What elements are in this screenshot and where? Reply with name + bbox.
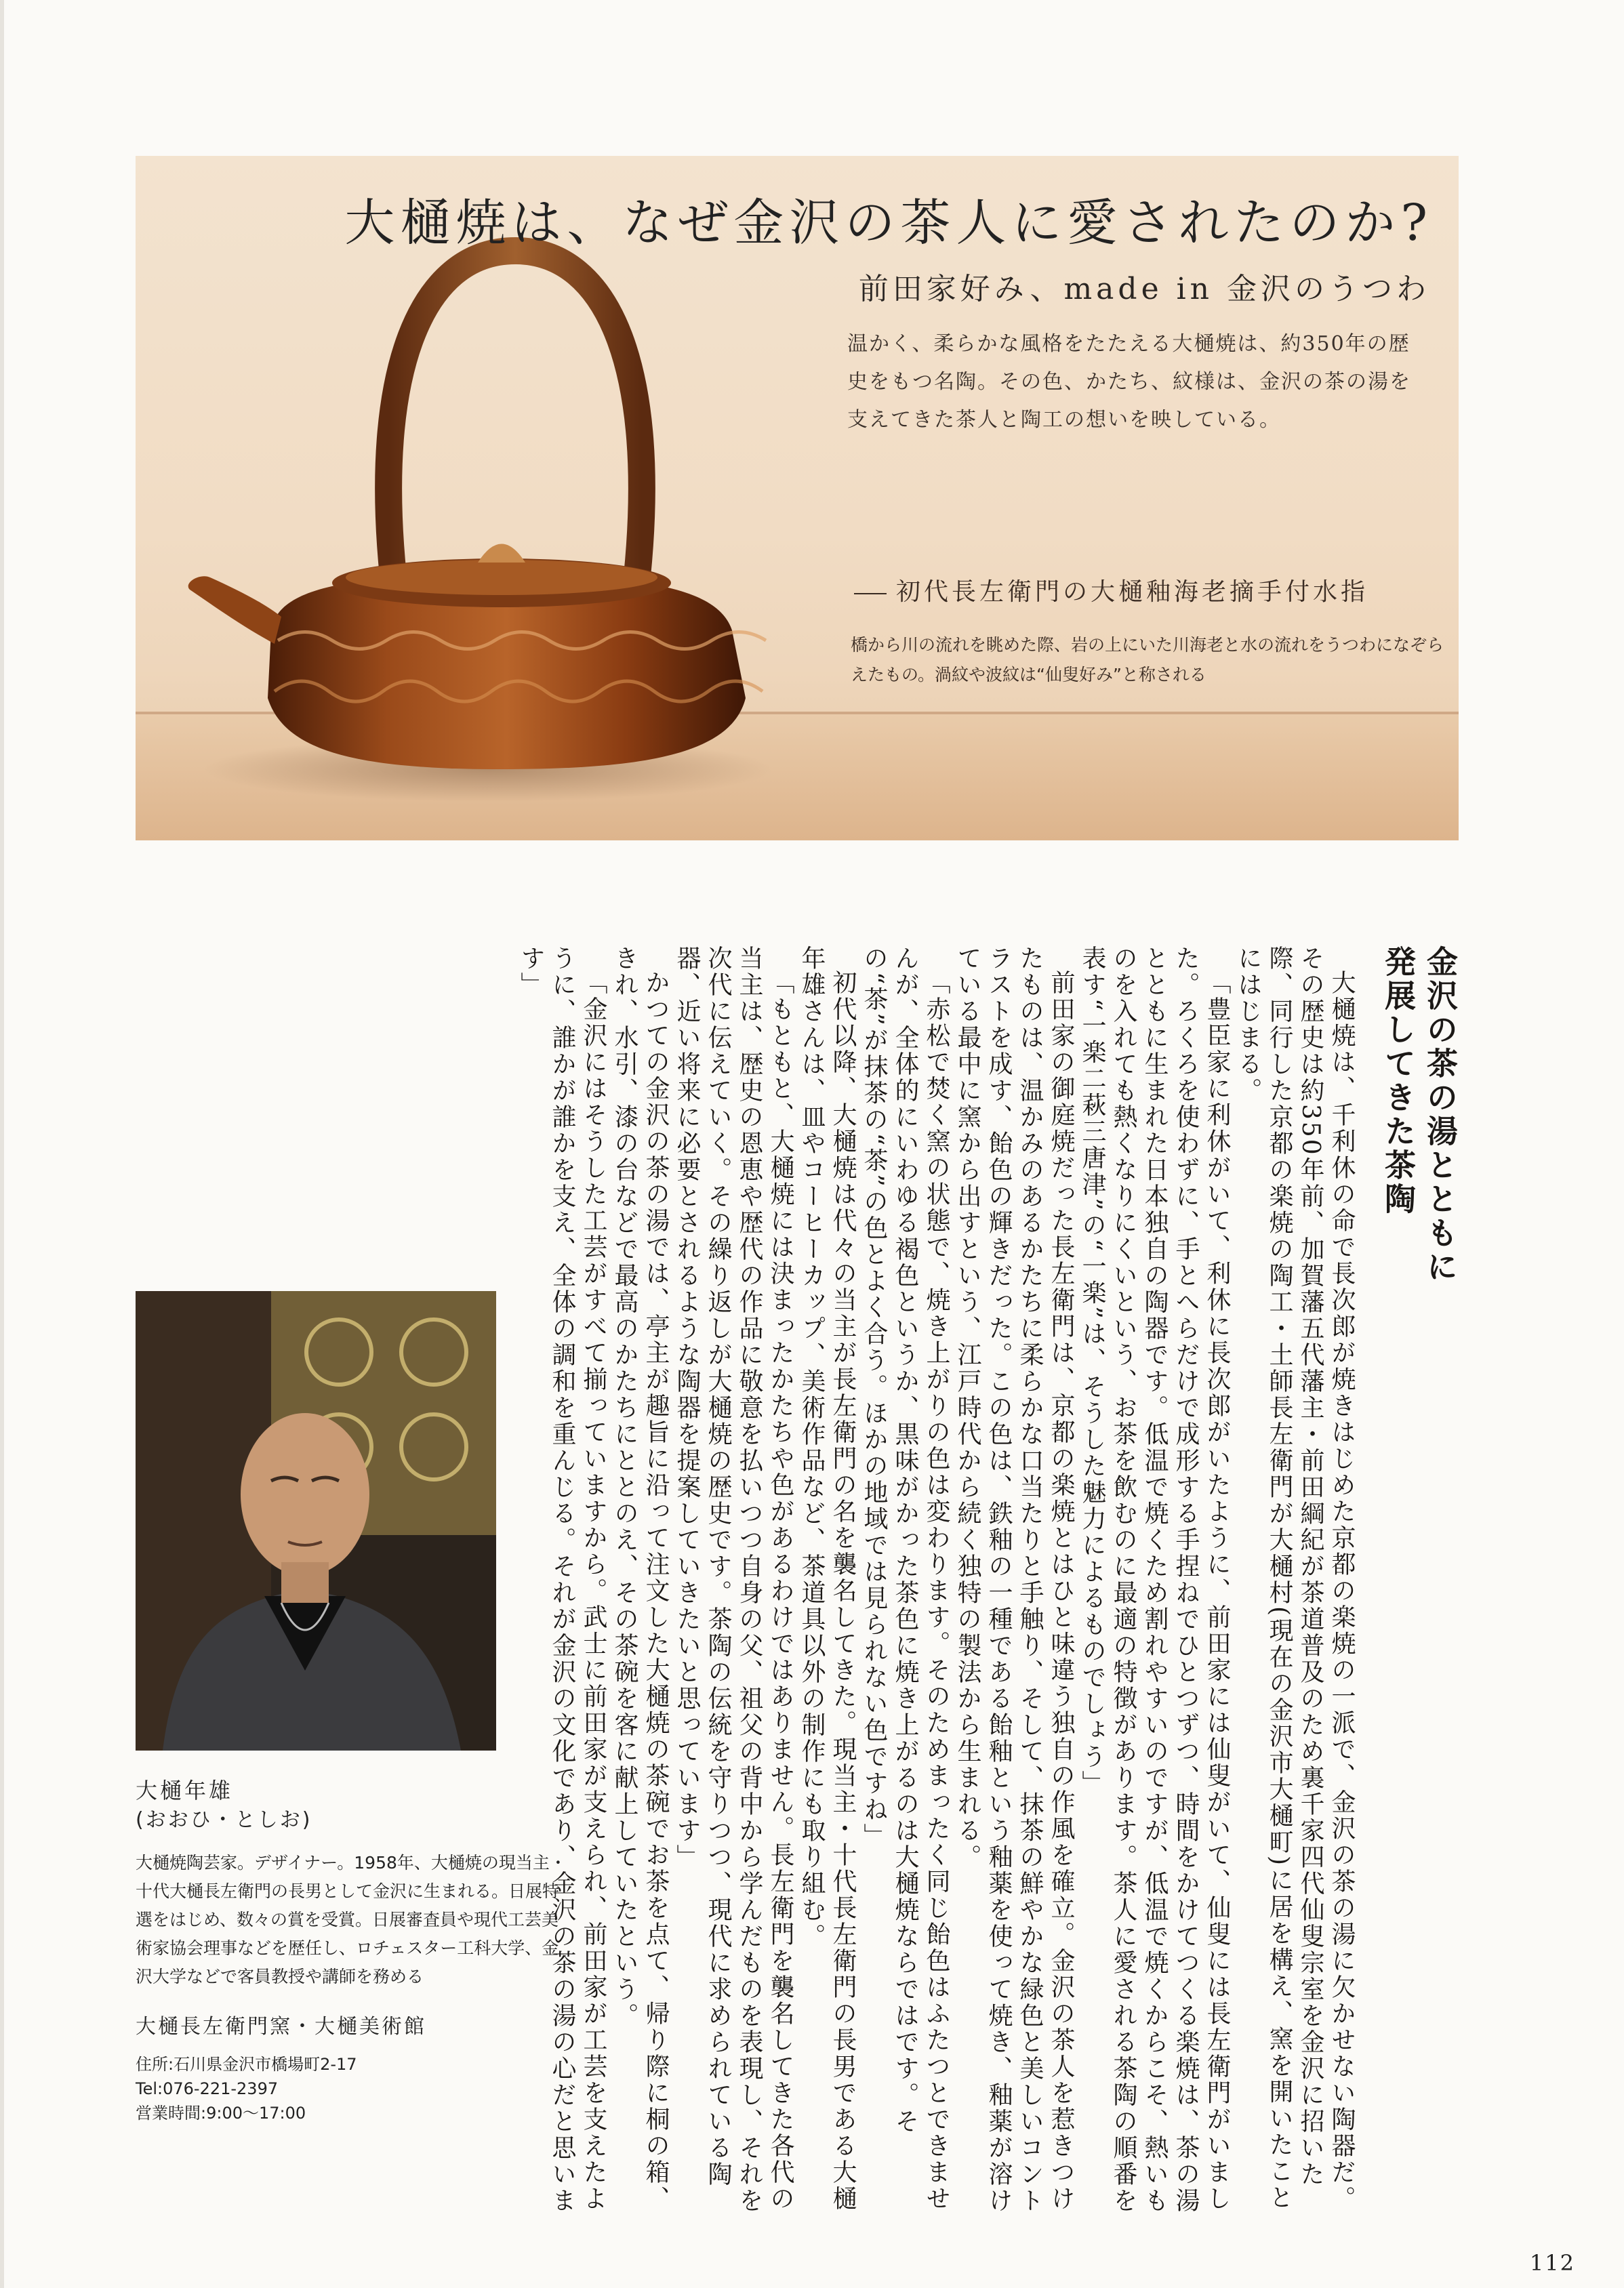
body-paragraph: かつての金沢の茶の湯では、亭主が趣旨に沿って注文した大樋焼の茶碗でお茶を点て、帰り際に桐の箱、きれ、水引、漆の台などで最高のかたちにととのえ、その茶碗を客に献上していたという。 — [611, 945, 670, 2212]
body-paragraph: 「もともと、大樋焼には決まったかたちや色があるわけではありません。長左衛門を襲名してきた各代の当主は、歴史の恩恵や歴代の作品に敬意を払いつつ自身の父、祖父の背中から学んだものを表現し、それを次代に伝えていく。その繰り返しが大樋焼の歴史です。茶陶の伝統を守りつつ、現代に求められている陶器、近い将来に必要とされるような陶器を提案していきたいと思っています」 — [673, 945, 794, 2214]
body-paragraph: 大樋焼は、千利休の命で長次郎が焼きはじめた京都の楽焼の一派で、金沢の茶の湯に欠かせない陶器だ。その歴史は約350年前、加賀藩五代藩主・前田綱紀が茶道普及のため裏千家四代仙叟宗室を金沢に招いた際、同行した京都の楽焼の陶工・土師長左衛門が大樋村(現在の金沢市大樋町)に居を構え、窯を開いたことにはじまる。 — [1234, 945, 1356, 2212]
body-paragraph: 「赤松で焚く窯の状態で、焼き上がりの色は変わります。そのためまったく同じ飴色はふたつとできませんが、全体的にいわゆる褐色というか、黒味がかった茶色に焼き上がるのは大樋焼ならではです。その“茶”が抹茶の“茶”の色とよく合う。ほかの地域では見られない色ですね」 — [860, 945, 950, 2212]
hero-photo-panel — [136, 156, 1459, 840]
article-subtitle: 前田家好み、made in 金沢のうつわ — [858, 272, 1430, 306]
studio-tel: Tel:076-221-2397 — [136, 2079, 279, 2098]
article-title: 大樋焼は、なぜ金沢の茶人に愛されたのか? — [344, 194, 1433, 252]
caption-dash — [854, 593, 887, 594]
profile-name: 大樋年雄 — [136, 1778, 234, 1803]
teapot-spout — [188, 576, 281, 644]
profile-bio: 大樋焼陶芸家。デザイナー。1958年、大樋焼の現当主・十代大樋長左衛門の長男として金沢に生まれる。日展特選をはじめ、数々の賞を受賞。日展審査員や現代工芸美術家協会理事などを歴任し、ロチェスター工科大学、金沢大学などで客員教授や講師を務める — [136, 1853, 567, 1986]
studio-name: 大樋長左衛門窯・大樋美術館 — [136, 2015, 426, 2039]
photo-caption: 橋から川の流れを眺めた際、岩の上にいた川海老と水の流れをうつわになぞらえたもの。渦紋や波紋は“仙叟好み”と称される — [851, 635, 1444, 685]
body-paragraph: 初代以降、大樋焼は代々の当主が長左衛門の名を襲名してきた。現当主・十代長左衛門の長男である大樋年雄さんは、皿やコーヒーカップ、美術作品など、茶道具以外の制作にも取り組む。 — [798, 945, 857, 2212]
shrimp-knob — [478, 544, 525, 563]
portrait-photo — [136, 1291, 496, 1751]
section-heading — [1377, 945, 1461, 2220]
body-paragraph: 「豊臣家に利休がいて、利休に長次郎がいたように、前田家には仙叟がいて、仙叟には長左衛門がいました。ろくろを使わずに、手とへらだけで成形する手捏ねでひとつずつ、時間をかけてつくる楽焼は、茶の湯とともに生まれた日本独自の陶器です。低温で焼くため割れやすいのですが、低温で焼くからこそ、熱いものを入れても熱くなりにくいという、お茶を飲むのに最適の特徴があります。茶人に愛される茶陶の順番を表す“一楽二萩三唐津”の“一楽”は、そうした魅力によるものでしょう」 — [1078, 945, 1231, 2214]
teapot-handle — [388, 251, 642, 576]
page-number: 112 — [1529, 2250, 1575, 2276]
teapot-photo — [136, 156, 1459, 840]
profile-reading: (おおひ・としお) — [136, 1808, 312, 1832]
section-heading-line2: 発展してきた茶陶 — [1380, 945, 1417, 1217]
body-paragraph: 前田家の御庭焼だった長左衛門は、京都の楽焼とはひと味違う独自の作風を確立。金沢の茶人を惹きつけたものは、温かみのあるかたちに柔らかな口当たりと手触り、そして、抹茶の鮮やかな緑色と美しいコントラストを成す、飴色の輝きだった。この色は、鉄釉の一種である飴釉という釉薬を使って焼き、釉薬が溶けている最中に窯から出すという、江戸時代から続く独特の製法から生まれる。 — [954, 945, 1075, 2214]
profile-box — [136, 1776, 569, 2125]
studio-address: 住所:石川県金沢市橋場町2-17 — [136, 2055, 357, 2074]
studio-info — [136, 2052, 569, 2125]
photo-item-name — [854, 573, 1368, 607]
studio-hours: 営業時間:9:00〜17:00 — [136, 2104, 306, 2123]
body-paragraph: 「金沢にはそうした工芸がすべて揃っていますから。武士に前田家が支えられ、前田家が工芸を支えたように、誰かが誰かを支え、全体の調和を重んじる。それが金沢の文化であり、金沢の茶の湯の心だと思います」 — [517, 945, 607, 2214]
portrait-illustration — [136, 1291, 496, 1751]
photo-item-name-text: 初代長左衛門の大樋釉海老摘手付水指 — [896, 578, 1369, 606]
section-heading-line1: 金沢の茶の湯とともに — [1422, 945, 1459, 1284]
teapot-lid-top — [346, 560, 657, 595]
article-lead: 温かく、柔らかな風格をたたえる大樋焼は、約350年の歴史をもつ名陶。その色、かたち、紋様は、金沢の茶の湯を支えてきた茶人と陶工の想いを映している。 — [847, 332, 1411, 432]
